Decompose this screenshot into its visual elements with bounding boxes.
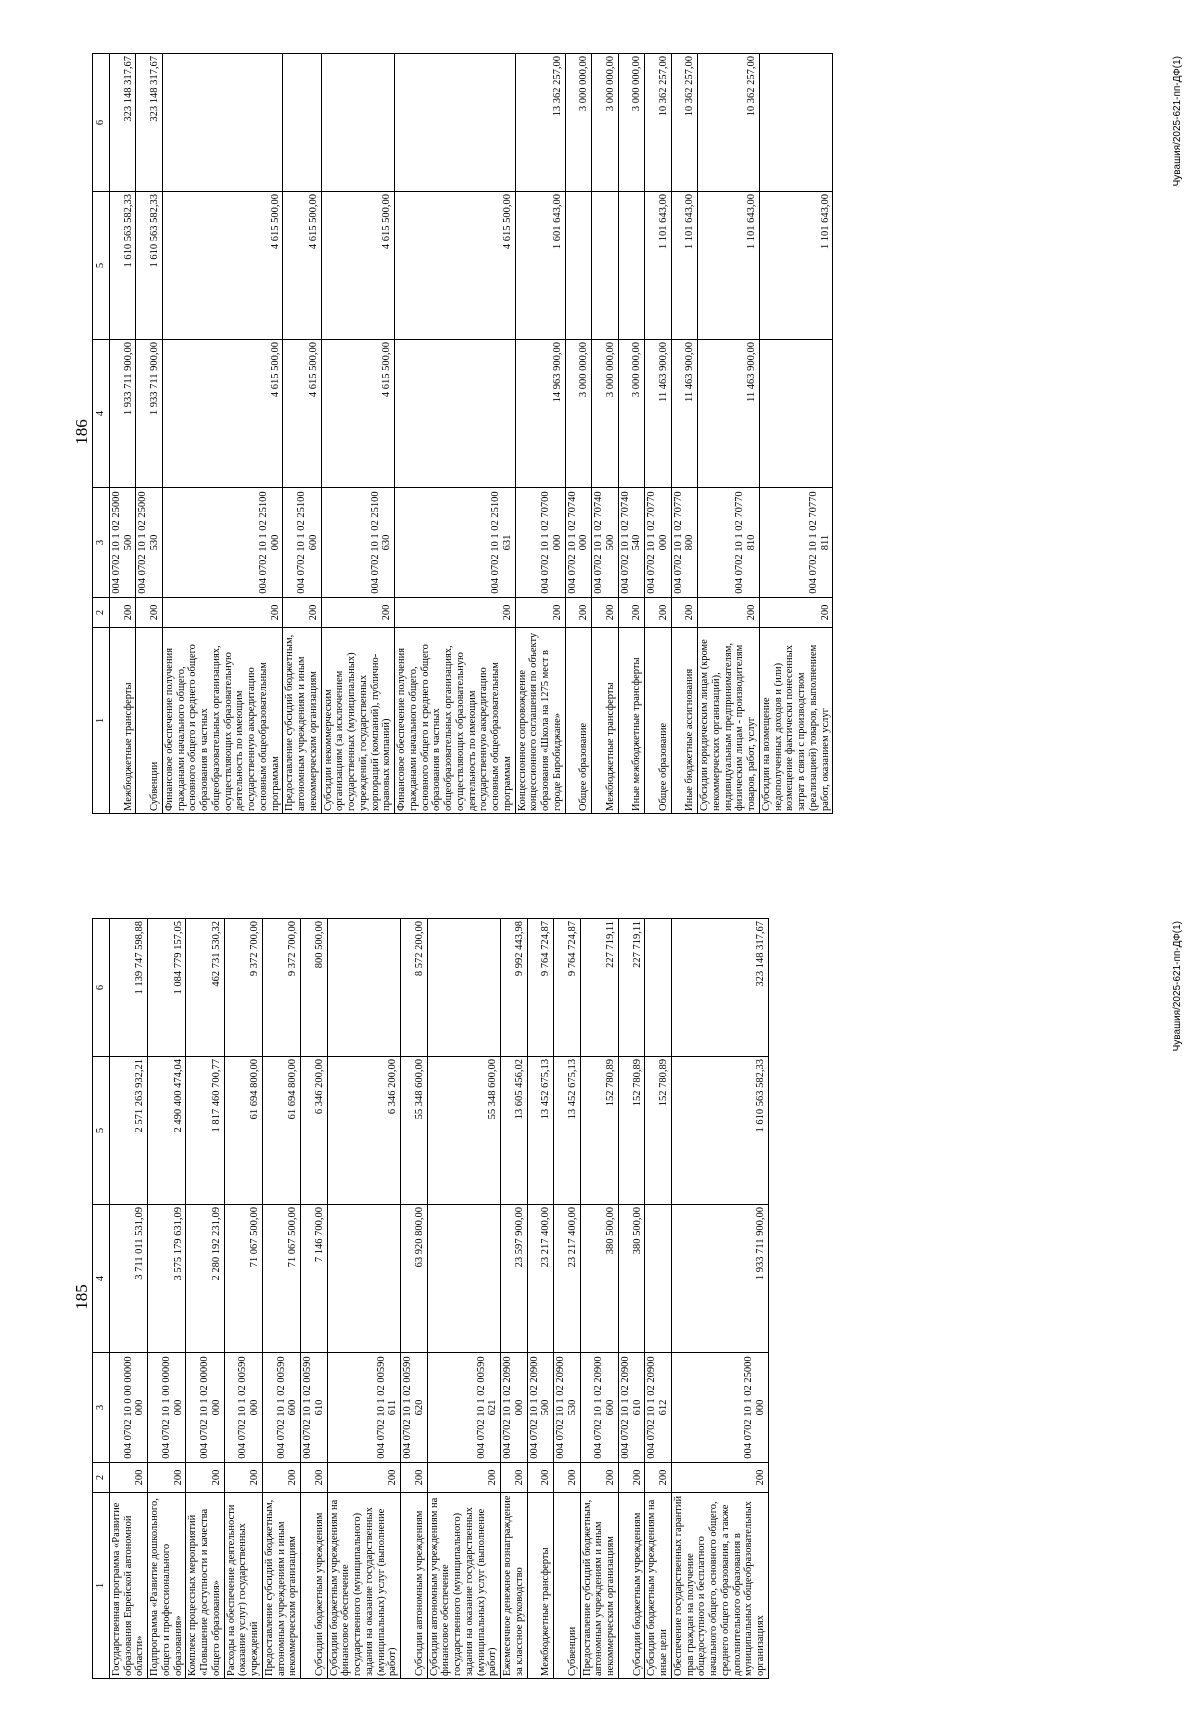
- row-executed-amount: 2 571 263 932,21: [109, 1057, 147, 1205]
- column-header: 3: [93, 1353, 110, 1463]
- row-executed-amount: 152 780,89: [645, 1057, 672, 1205]
- row-remaining-amount: [759, 54, 833, 192]
- page-185: [0, 865, 1200, 1729]
- row-code-200: 200: [321, 598, 395, 628]
- row-description: Государственная программа «Развитие образования Еврейской автономной области»: [109, 1493, 147, 1679]
- table-row: [401, 919, 428, 1679]
- row-remaining-amount: 1 139 747 598,88: [109, 919, 147, 1057]
- row-executed-amount: 1 610 563 582,33: [136, 192, 163, 340]
- page-number: 185: [72, 1284, 91, 1310]
- column-header: 1: [93, 1493, 110, 1679]
- row-code-200: 200: [136, 598, 163, 628]
- row-remaining-amount: 9 372 700,00: [224, 919, 262, 1057]
- row-executed-amount: 6 346 200,00: [327, 1057, 401, 1205]
- row-description: Ежемесячное денежное вознаграждение за классное руководство: [501, 1493, 528, 1679]
- table-row: [162, 54, 283, 814]
- row-budget-code: 004 0702 10 1 02 00590 000: [224, 1353, 262, 1463]
- row-description: Межбюджетные трансферты: [527, 1493, 554, 1679]
- row-description: Субсидии на возмещение недополученных доходов и (или) возмещение фактически понесенных затрат в связи с производством (реализацией) товаров, выполнением работ, оказанием услуг: [759, 628, 833, 814]
- row-plan-amount: 7 146 700,00: [301, 1205, 328, 1353]
- row-remaining-amount: 9 992 443,98: [501, 919, 528, 1057]
- footer-code: Чувашия/2025-621-пп-ДФ(1): [1172, 56, 1183, 187]
- row-budget-code: 004 0702 10 0 00 00000 000: [109, 1353, 147, 1463]
- column-header: 1: [93, 628, 110, 814]
- table-row: [186, 919, 224, 1679]
- table-row: [327, 919, 401, 1679]
- row-description: Предоставление субсидий бюджетным, автономным учреждениям и иным некоммерческим организациям: [283, 628, 321, 814]
- table-row: [224, 919, 262, 1679]
- row-remaining-amount: 3 000 000,00: [618, 54, 645, 192]
- row-code-200: 200: [759, 598, 833, 628]
- column-header: 4: [93, 340, 110, 488]
- column-header: 5: [93, 192, 110, 340]
- row-plan-amount: 14 963 900,00: [515, 340, 565, 488]
- row-code-200: 200: [162, 598, 283, 628]
- row-executed-amount: 13 605 456,02: [501, 1057, 528, 1205]
- row-remaining-amount: 227 719,11: [580, 919, 618, 1057]
- row-executed-amount: 1 817 460 700,77: [186, 1057, 224, 1205]
- row-executed-amount: 55 348 600,00: [401, 1057, 428, 1205]
- row-executed-amount: 4 615 500,00: [395, 192, 516, 340]
- table-row: [671, 919, 768, 1679]
- row-executed-amount: [592, 192, 619, 340]
- table-row: [501, 919, 528, 1679]
- row-remaining-amount: 10 362 257,00: [698, 54, 760, 192]
- row-budget-code: 004 0702 10 1 02 20900 530: [554, 1353, 581, 1463]
- row-remaining-amount: [327, 919, 401, 1057]
- row-code-200: 200: [554, 1463, 581, 1493]
- row-executed-amount: 1 610 563 582,33: [671, 1057, 768, 1205]
- column-header: 6: [93, 919, 110, 1057]
- row-budget-code: 004 0702 10 1 02 00590 611: [327, 1353, 401, 1463]
- header-row: [93, 919, 110, 1679]
- row-plan-amount: 23 217 400,00: [554, 1205, 581, 1353]
- row-budget-code: 004 0702 10 1 02 70740 500: [592, 488, 619, 598]
- row-remaining-amount: 10 362 257,00: [671, 54, 698, 192]
- row-budget-code: 004 0702 10 1 02 20900 612: [645, 1353, 672, 1463]
- table-row: [262, 919, 300, 1679]
- table-row: [427, 919, 501, 1679]
- row-executed-amount: 1 101 643,00: [759, 192, 833, 340]
- row-plan-amount: 4 615 500,00: [162, 340, 283, 488]
- row-description: Предоставление субсидий бюджетным, автономным учреждениям и иным некоммерческим организациям: [262, 1493, 300, 1679]
- row-code-200: 200: [592, 598, 619, 628]
- row-executed-amount: 1 101 643,00: [671, 192, 698, 340]
- row-remaining-amount: [162, 54, 283, 192]
- table-row: [698, 54, 760, 814]
- row-code-200: 200: [618, 1463, 645, 1493]
- row-description: Концессионное сопровождение концессионного соглашения по объекту образования «Школа на 1275 мест в городе Биробиджане»: [515, 628, 565, 814]
- row-code-200: 200: [395, 598, 516, 628]
- row-code-200: 200: [224, 1463, 262, 1493]
- row-remaining-amount: 8 572 200,00: [401, 919, 428, 1057]
- row-remaining-amount: 323 148 317,67: [109, 54, 136, 192]
- row-description: Субсидии юридическим лицам (кроме некоммерческих организаций), индивидуальным предпринимателям, физическим лицам - производителям товаров, работ, услуг: [698, 628, 760, 814]
- row-plan-amount: 4 615 500,00: [283, 340, 321, 488]
- row-code-200: 200: [618, 598, 645, 628]
- table-row: [618, 919, 645, 1679]
- row-code-200: 200: [109, 598, 136, 628]
- row-code-200: 200: [301, 1463, 328, 1493]
- row-description: Субсидии бюджетным учреждениям: [618, 1493, 645, 1679]
- row-description: Субсидии бюджетным учреждениям на иные цели: [645, 1493, 672, 1679]
- row-remaining-amount: 10 362 257,00: [645, 54, 672, 192]
- row-code-200: 200: [109, 1463, 147, 1493]
- row-description: Межбюджетные трансферты: [592, 628, 619, 814]
- table-row: [148, 919, 186, 1679]
- row-plan-amount: 3 711 011 531,09: [109, 1205, 147, 1353]
- row-description: Субсидии бюджетным учреждениям: [301, 1493, 328, 1679]
- row-remaining-amount: [645, 919, 672, 1057]
- row-executed-amount: 61 694 800,00: [262, 1057, 300, 1205]
- row-budget-code: 004 0702 10 1 02 70770 810: [698, 488, 760, 598]
- row-executed-amount: 2 490 400 474,04: [148, 1057, 186, 1205]
- row-budget-code: 004 0702 10 1 00 00000 000: [148, 1353, 186, 1463]
- table-row: [645, 54, 672, 814]
- row-budget-code: 004 0702 10 1 02 70770 811: [759, 488, 833, 598]
- row-code-200: 200: [283, 598, 321, 628]
- row-code-200: 200: [515, 598, 565, 628]
- row-code-200: 200: [671, 1463, 768, 1493]
- row-description: Межбюджетные трансферты: [109, 628, 136, 814]
- budget-table: [92, 53, 833, 814]
- table-row: [527, 919, 554, 1679]
- row-budget-code: 004 0702 10 1 02 20900 000: [501, 1353, 528, 1463]
- page-number: 186: [72, 419, 91, 445]
- table-row: [109, 919, 147, 1679]
- row-description: Иные межбюджетные трансферты: [618, 628, 645, 814]
- row-plan-amount: [395, 340, 516, 488]
- table-row: [283, 54, 321, 814]
- row-executed-amount: 4 615 500,00: [283, 192, 321, 340]
- row-description: Субсидии некоммерческим организациям (за исключением государственных (муниципальных) учреждений, государственных корпораций (компаний), публично-правовых компаний): [321, 628, 395, 814]
- row-code-200: 200: [645, 1463, 672, 1493]
- row-plan-amount: 63 920 800,00: [401, 1205, 428, 1353]
- column-header: 2: [93, 1463, 110, 1493]
- table-row: [109, 54, 136, 814]
- table-row: [321, 54, 395, 814]
- row-plan-amount: 380 500,00: [618, 1205, 645, 1353]
- row-description: Финансовое обеспечение получения гражданами начального общего, основного общего и среднего общего образования в частных общеобразовательных организациях, осуществляющих образовательную деятельность по имеющим государственную аккредитацию основным общеобразовательным программам: [162, 628, 283, 814]
- table-row: [592, 54, 619, 814]
- row-executed-amount: 4 615 500,00: [321, 192, 395, 340]
- footer-code: Чувашия/2025-621-пп-ДФ(1): [1172, 921, 1183, 1052]
- row-executed-amount: 152 780,89: [618, 1057, 645, 1205]
- row-budget-code: 004 0702 10 1 02 25000 500: [109, 488, 136, 598]
- row-plan-amount: 4 615 500,00: [321, 340, 395, 488]
- row-code-200: 200: [580, 1463, 618, 1493]
- row-code-200: 200: [186, 1463, 224, 1493]
- table-row: [618, 54, 645, 814]
- row-executed-amount: 4 615 500,00: [162, 192, 283, 340]
- row-executed-amount: 152 780,89: [580, 1057, 618, 1205]
- row-executed-amount: 13 452 675,13: [554, 1057, 581, 1205]
- table-body: [109, 919, 768, 1679]
- row-plan-amount: 11 463 900,00: [645, 340, 672, 488]
- row-remaining-amount: [395, 54, 516, 192]
- table-row: [671, 54, 698, 814]
- row-remaining-amount: [283, 54, 321, 192]
- row-code-200: 200: [565, 598, 592, 628]
- row-code-200: 200: [645, 598, 672, 628]
- row-plan-amount: 3 575 179 631,09: [148, 1205, 186, 1353]
- column-header: 5: [93, 1057, 110, 1205]
- table-row: [515, 54, 565, 814]
- row-description: Субвенции: [554, 1493, 581, 1679]
- page-186: [0, 0, 1200, 864]
- row-plan-amount: 380 500,00: [580, 1205, 618, 1353]
- row-plan-amount: 71 067 500,00: [224, 1205, 262, 1353]
- row-executed-amount: 61 694 800,00: [224, 1057, 262, 1205]
- row-code-200: 200: [148, 1463, 186, 1493]
- row-budget-code: 004 0702 10 1 02 00590 600: [262, 1353, 300, 1463]
- row-remaining-amount: 323 148 317,67: [671, 919, 768, 1057]
- row-plan-amount: 1 933 711 900,00: [109, 340, 136, 488]
- row-plan-amount: [759, 340, 833, 488]
- row-remaining-amount: 462 731 530,32: [186, 919, 224, 1057]
- row-executed-amount: 13 452 675,13: [527, 1057, 554, 1205]
- row-code-200: 200: [501, 1463, 528, 1493]
- row-code-200: 200: [401, 1463, 428, 1493]
- row-description: Финансовое обеспечение получения гражданами начального общего, основного общего и среднего общего образования в частных общеобразовательных организациях, осуществляющих образовательную деятельность по имеющим государственную аккредитацию основным общеобразовательным программам: [395, 628, 516, 814]
- row-plan-amount: 23 217 400,00: [527, 1205, 554, 1353]
- table-row: [395, 54, 516, 814]
- row-code-200: 200: [527, 1463, 554, 1493]
- row-remaining-amount: 227 719,11: [618, 919, 645, 1057]
- row-description: Общее образование: [565, 628, 592, 814]
- row-description: Обеспечение государственных гарантий прав граждан на получение общедоступного и бесплатного начального общего, основного общего, среднего общего образования, а также дополнительного образования в муниципальных общеобразовательных организациях: [671, 1493, 768, 1679]
- row-plan-amount: 11 463 900,00: [698, 340, 760, 488]
- row-code-200: 200: [671, 598, 698, 628]
- table-row: [759, 54, 833, 814]
- row-budget-code: 004 0702 10 1 02 25100 000: [162, 488, 283, 598]
- row-plan-amount: 71 067 500,00: [262, 1205, 300, 1353]
- row-remaining-amount: 3 000 000,00: [592, 54, 619, 192]
- row-description: Расходы на обеспечение деятельности (оказание услуг) государственных учреждений: [224, 1493, 262, 1679]
- row-plan-amount: 2 280 192 231,09: [186, 1205, 224, 1353]
- table-row: [554, 919, 581, 1679]
- row-executed-amount: 1 101 643,00: [645, 192, 672, 340]
- column-header: 6: [93, 54, 110, 192]
- row-executed-amount: 1 601 643,00: [515, 192, 565, 340]
- column-header: 2: [93, 598, 110, 628]
- row-remaining-amount: 9 764 724,87: [554, 919, 581, 1057]
- row-executed-amount: 55 348 600,00: [427, 1057, 501, 1205]
- row-plan-amount: [645, 1205, 672, 1353]
- row-budget-code: 004 0702 10 1 02 70740 540: [618, 488, 645, 598]
- row-description: Иные бюджетные ассигнования: [671, 628, 698, 814]
- row-code-200: 200: [698, 598, 760, 628]
- table-row: [136, 54, 163, 814]
- row-budget-code: 004 0702 10 1 02 00590 621: [427, 1353, 501, 1463]
- row-description: Комплекс процессных мероприятий «Повышение доступности и качества общего образования»: [186, 1493, 224, 1679]
- column-header: 3: [93, 488, 110, 598]
- row-remaining-amount: 323 148 317,67: [136, 54, 163, 192]
- row-budget-code: 004 0702 10 1 02 25000 530: [136, 488, 163, 598]
- row-plan-amount: 3 000 000,00: [592, 340, 619, 488]
- row-plan-amount: 11 463 900,00: [671, 340, 698, 488]
- row-budget-code: 004 0702 10 1 02 20900 500: [527, 1353, 554, 1463]
- row-description: Предоставление субсидий бюджетным, автономным учреждениям и иным некоммерческим организациям: [580, 1493, 618, 1679]
- row-plan-amount: 1 933 711 900,00: [136, 340, 163, 488]
- row-budget-code: 004 0702 10 1 02 00590 620: [401, 1353, 428, 1463]
- row-description: Субвенции: [136, 628, 163, 814]
- row-description: Подпрограмма «Развитие дошкольного, общего и профессионального образования»: [148, 1493, 186, 1679]
- row-plan-amount: [327, 1205, 401, 1353]
- row-remaining-amount: 3 000 000,00: [565, 54, 592, 192]
- row-plan-amount: 1 933 711 900,00: [671, 1205, 768, 1353]
- column-header: 4: [93, 1205, 110, 1353]
- row-remaining-amount: 800 500,00: [301, 919, 328, 1057]
- row-budget-code: 004 0702 10 1 02 70770 000: [645, 488, 672, 598]
- row-remaining-amount: 9 372 700,00: [262, 919, 300, 1057]
- row-description: Общее образование: [645, 628, 672, 814]
- row-remaining-amount: 13 362 257,00: [515, 54, 565, 192]
- row-budget-code: 004 0702 10 1 02 20900 610: [618, 1353, 645, 1463]
- row-plan-amount: 3 000 000,00: [565, 340, 592, 488]
- row-code-200: 200: [262, 1463, 300, 1493]
- row-executed-amount: [618, 192, 645, 340]
- row-code-200: 200: [427, 1463, 501, 1493]
- row-budget-code: 004 0702 10 1 02 25000 000: [671, 1353, 768, 1463]
- row-plan-amount: 3 000 000,00: [618, 340, 645, 488]
- row-budget-code: 004 0702 10 1 02 70700 000: [515, 488, 565, 598]
- table-row: [565, 54, 592, 814]
- row-description: Субсидии бюджетным учреждениям на финансовое обеспечение государственного (муниципального) задания на оказание государственных (муниципальных) услуг (выполнение работ): [327, 1493, 401, 1679]
- row-plan-amount: [427, 1205, 501, 1353]
- row-description: Субсидии автономным учреждениям: [401, 1493, 428, 1679]
- row-executed-amount: 1 610 563 582,33: [109, 192, 136, 340]
- row-description: Субсидии автономным учреждениям на финансовое обеспечение государственного (муниципального) задания на оказание государственных (муниципальных) услуг (выполнение работ): [427, 1493, 501, 1679]
- row-budget-code: 004 0702 10 1 02 00590 610: [301, 1353, 328, 1463]
- row-plan-amount: 23 597 900,00: [501, 1205, 528, 1353]
- budget-table: [92, 918, 769, 1679]
- row-remaining-amount: [321, 54, 395, 192]
- row-remaining-amount: 9 764 724,87: [527, 919, 554, 1057]
- header-row: [93, 54, 110, 814]
- row-executed-amount: 1 101 643,00: [698, 192, 760, 340]
- table-row: [645, 919, 672, 1679]
- table-body: [109, 54, 833, 814]
- row-executed-amount: [565, 192, 592, 340]
- row-remaining-amount: [427, 919, 501, 1057]
- table-row: [580, 919, 618, 1679]
- row-budget-code: 004 0702 10 1 02 25100 630: [321, 488, 395, 598]
- row-budget-code: 004 0702 10 1 02 70770 800: [671, 488, 698, 598]
- row-executed-amount: 6 346 200,00: [301, 1057, 328, 1205]
- row-code-200: 200: [327, 1463, 401, 1493]
- table-row: [301, 919, 328, 1679]
- row-budget-code: 004 0702 10 1 02 70740 000: [565, 488, 592, 598]
- row-budget-code: 004 0702 10 1 02 25100 631: [395, 488, 516, 598]
- row-remaining-amount: 1 084 779 157,05: [148, 919, 186, 1057]
- row-budget-code: 004 0702 10 1 02 20900 600: [580, 1353, 618, 1463]
- row-budget-code: 004 0702 10 1 02 00000 000: [186, 1353, 224, 1463]
- row-budget-code: 004 0702 10 1 02 25100 600: [283, 488, 321, 598]
